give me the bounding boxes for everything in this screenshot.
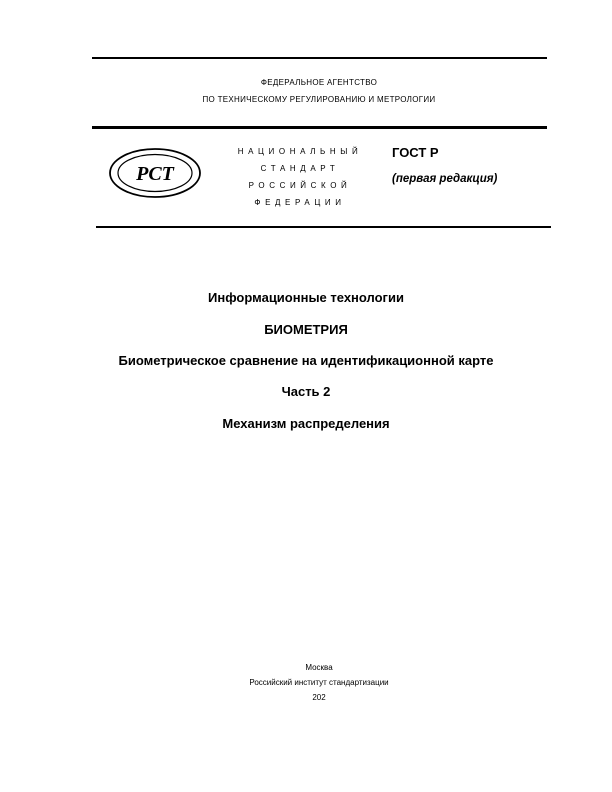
national-line-3: РОССИЙСКОЙ bbox=[248, 181, 352, 190]
rst-certification-mark-icon bbox=[107, 146, 203, 200]
top-rule bbox=[92, 57, 547, 59]
gost-code: ГОСТ Р bbox=[392, 145, 439, 160]
edition-note: (первая редакция) bbox=[392, 173, 498, 185]
national-line-4: ФЕДЕРАЦИИ bbox=[254, 198, 346, 207]
national-line-1: НАЦИОНАЛЬНЫЙ bbox=[237, 147, 363, 156]
agency-name bbox=[92, 74, 546, 108]
publisher-city: Москва bbox=[305, 663, 333, 672]
title-line-2: БИОМЕТРИЯ bbox=[264, 322, 348, 337]
title-line-4: Часть 2 bbox=[281, 384, 331, 399]
standard-block-bottom-rule bbox=[96, 226, 551, 228]
logo-text: РСТ bbox=[136, 163, 174, 185]
publisher-institute: Российский институт стандартизации bbox=[249, 678, 389, 687]
header-divider-rule bbox=[92, 126, 547, 129]
publisher-year: 202 bbox=[312, 693, 326, 702]
publisher-block bbox=[200, 660, 438, 705]
agency-line-1: ФЕДЕРАЛЬНОЕ АГЕНТСТВО bbox=[260, 78, 378, 87]
title-line-1: Информационные технологии bbox=[208, 290, 404, 305]
agency-line-2: ПО ТЕХНИЧЕСКОМУ РЕГУЛИРОВАНИЮ И МЕТРОЛОГИИ bbox=[202, 95, 436, 104]
national-standard-label bbox=[210, 143, 390, 211]
title-line-3: Биометрическое сравнение на идентификационной карте bbox=[118, 353, 494, 368]
national-line-2: СТАНДАРТ bbox=[260, 164, 340, 173]
title-line-5: Механизм распределения bbox=[222, 416, 390, 431]
